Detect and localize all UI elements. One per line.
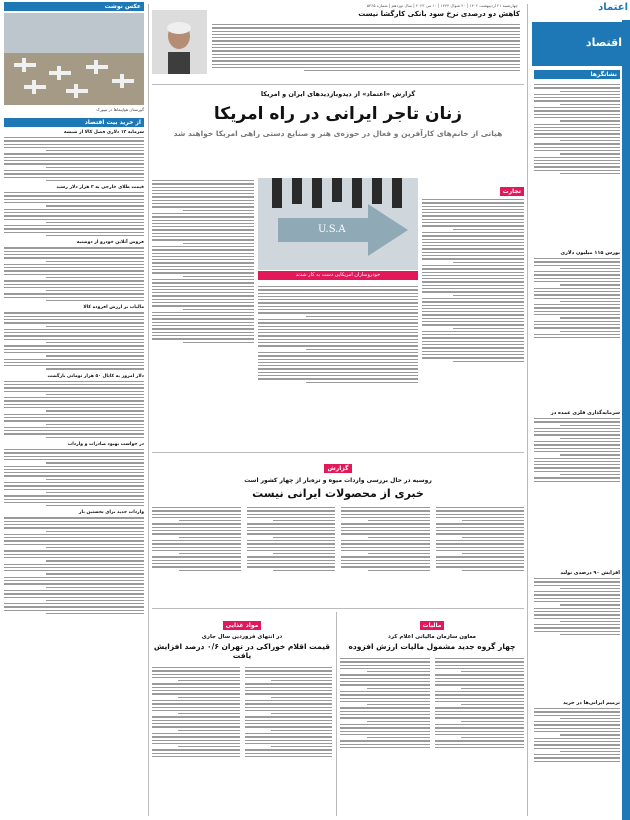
bottom-right-story	[340, 612, 524, 816]
middle-story	[152, 455, 524, 605]
top-story	[152, 10, 524, 82]
right-head-2: بورس ۱۱۵ میلیون دلاری	[560, 250, 620, 256]
lead-image	[258, 178, 418, 270]
left-head-2: قیمت طلای خارجی به ۲ هزار دلار رسید	[56, 185, 144, 191]
indicators-title: نشانگرها	[534, 70, 620, 79]
left-head-4: مالیات بر ارزش افزوده کالا	[83, 305, 144, 311]
left-column	[4, 2, 144, 818]
author-photo	[152, 10, 207, 74]
lead-title: زنان تاجر ایرانی در راه امریکا	[213, 104, 463, 124]
usa-sign-text: U.S.A	[318, 224, 346, 235]
lead-subtitle: هیاتی از خانم‌های کارآفرین و فعال در حوزه‌ی هنر و صنایع دستی راهی امریکا خواهند شد	[173, 129, 503, 138]
right-column	[532, 0, 630, 820]
middle-title: خبری از محصولات ایرانی نیست	[252, 487, 424, 500]
lead-kicker: گزارش «اعتماد» از دیدوبازدیدهای ایران و امریکا	[260, 90, 416, 98]
dateline: چهارشنبه ۲۱ اردیبهشت ۱۴۰۲ | ۲۰ شوال ۱۴۴۴ | ۱۰ می ۲۰۲۳ | سال نوزدهم | شماره ۵۴۶۵	[366, 3, 518, 8]
photo-caption: گورستان هواپیماها در تیپورک	[96, 107, 144, 112]
airplane-graveyard-photo	[4, 13, 144, 105]
bottom-right-kicker: معاون سازمان مالیاتی اعلام کرد	[388, 634, 476, 640]
vertical-date-strip	[622, 0, 630, 820]
section-banner	[532, 22, 630, 66]
right-story-4	[534, 570, 620, 688]
middle-tag: گزارش	[324, 464, 351, 473]
middle-kicker: روسیه در حال بررسی واردات میوه و تره‌بار از چهار کشور است	[244, 477, 432, 484]
masthead-logo: اعتماد	[598, 2, 628, 13]
left-head-7: واردات جدید برای نخستین بار	[78, 510, 144, 516]
left-section-head: از خرید بیت اقتصاد	[4, 118, 144, 127]
lead-tag: تجارت	[500, 187, 524, 196]
photo-label: عکس نوشت	[4, 2, 144, 11]
bottom-left-tag: مواد غذایی	[223, 621, 262, 630]
bottom-left-kicker: در انتهای فروردین سال جاری	[201, 634, 283, 640]
right-story-3	[534, 410, 620, 538]
lead-column-center	[258, 284, 418, 448]
bottom-right-title: چهار گروه جدید مشمول مالیات ارزش افزوده	[348, 642, 516, 651]
left-head-6: در خواست بهبود صادرات و واردات	[67, 442, 144, 448]
right-story-5	[534, 700, 620, 818]
indicators-box	[534, 70, 620, 242]
masthead	[532, 0, 630, 20]
right-head-5: ترمیم ایرانی‌ها در خرید	[563, 700, 620, 706]
lead-column-left	[152, 178, 254, 448]
left-head-3: فروش آنلاین خودرو از دوشنبه	[76, 240, 144, 246]
lead-image-caption: خودروسازان امریکایی دست به کار شدند	[258, 271, 418, 280]
bottom-left-story	[152, 612, 332, 816]
lead-column-right	[422, 178, 524, 448]
bottom-left-title: قیمت اقلام خوراکی در تهران ۰/۶ درصد افزایش یافت	[153, 642, 331, 660]
section-title: اقتصاد	[585, 36, 622, 49]
left-head-5: دلار امروز به کانال ۵۰ هزار تومانی بازگشت	[47, 373, 144, 379]
left-head-1: سرمایه ۱۲ دلاری فصل کالا از شیشه	[63, 130, 144, 135]
top-headline: کاهش دو درصدی نرخ سود بانکی کارگشا نیست	[358, 10, 520, 18]
right-head-4: افزایش ۹۰ درصدی تولید	[560, 570, 620, 576]
right-story-2	[534, 250, 620, 398]
bottom-right-tag: مالیات	[420, 621, 445, 630]
author-portrait	[152, 10, 207, 74]
right-head-3: سرمایه‌گذاری فلزی عمده در	[550, 410, 620, 416]
photo-airplanes	[4, 13, 144, 105]
